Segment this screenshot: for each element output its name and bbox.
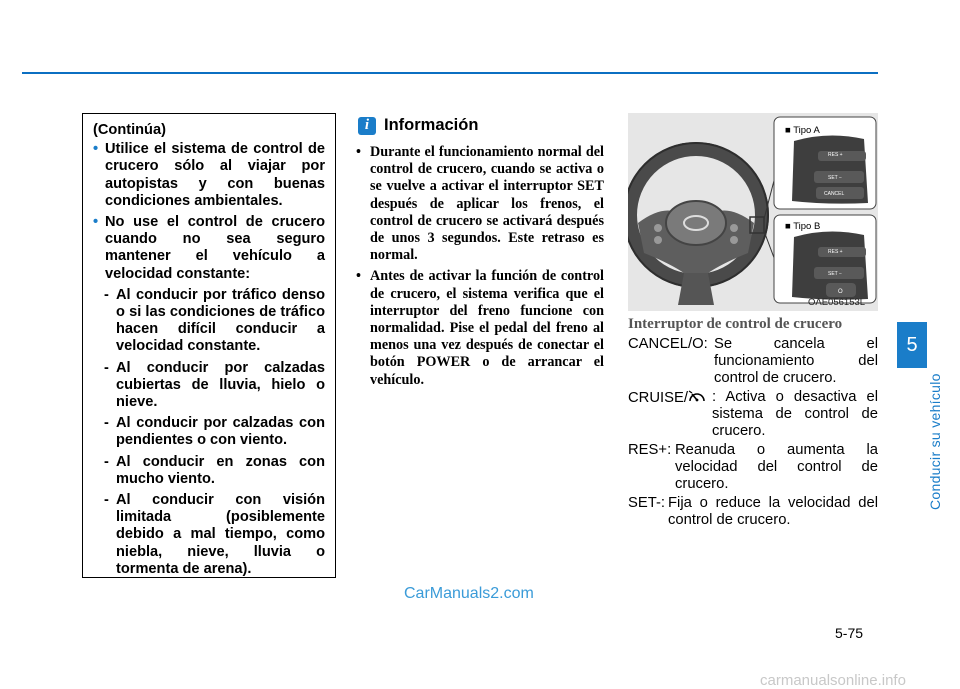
page-number: 5-75	[835, 625, 864, 641]
warning-bullet: • No use el control de crucero cuando no sea seguro mantener el vehículo a velocidad constante:	[93, 214, 325, 282]
set-button-label: SET −	[828, 175, 842, 181]
set-button-label-b: SET −	[828, 271, 842, 277]
chapter-number-tab: 5	[897, 322, 927, 368]
information-item: • Antes de activar la función de control de crucero, el sistema verifica que el interruptor del freno funcione con normalidad. Pise el pedal del freno al menos una vez después de conectar el botón POWER o de arrancar el vehículo.	[356, 268, 604, 388]
steering-wheel-illustration	[628, 113, 878, 311]
steering-wheel-drawing	[628, 113, 878, 311]
info-icon: i	[358, 117, 376, 135]
information-list	[356, 144, 604, 393]
res-button-label: RES +	[828, 152, 843, 158]
bullet-dot-icon: •	[93, 141, 99, 158]
bullet-dot-icon: •	[93, 214, 99, 231]
watermark-footer: carmanualsonline.info	[760, 672, 906, 689]
type-b-label: ■ Tipo B	[785, 221, 821, 232]
information-heading	[358, 116, 478, 135]
continued-label: (Continúa)	[93, 122, 166, 138]
steering-wheel-icon	[628, 143, 768, 305]
warning-subitem: - Al conducir con visión limitada (posiblemente debido a mal tiempo, como niebla, nieve, lluvia o tormenta de arena).	[104, 492, 325, 577]
type-a-label: ■ Tipo A	[785, 125, 820, 136]
o-button-label: O	[838, 289, 843, 295]
res-button-label-b: RES +	[828, 249, 843, 255]
definition-res: RES+: Reanuda o aumenta la velocidad del control de crucero.	[628, 442, 878, 492]
information-item: • Durante el funcionamiento normal del control de crucero, cuando se activa o se vuelve a activar el interruptor SET después de aplicar los frenos, el control de crucero se activará después de unos 3 segundos. Este retraso es normal.	[356, 144, 604, 264]
watermark-link[interactable]: CarManuals2.com	[404, 585, 534, 602]
cruise-speedometer-icon	[688, 389, 706, 405]
definition-set: SET-: Fija o reduce la velocidad del control de crucero.	[628, 495, 878, 528]
warning-subitem: - Al conducir por calzadas con pendientes o con viento.	[104, 415, 325, 449]
warning-subitem: - Al conducir por calzadas cubiertas de lluvia, hielo o nieve.	[104, 359, 325, 411]
header-rule	[22, 72, 878, 74]
warning-bullet: • Utilice el sistema de control de crucero sólo al viajar por autopistas y con buenas condiciones ambientales.	[93, 141, 325, 209]
warning-box	[82, 113, 336, 578]
chapter-title-vertical: Conducir su vehículo	[927, 373, 943, 510]
figure-code: OAE056153L	[808, 297, 866, 308]
warning-subitem: - Al conducir por tráfico denso o si las condiciones de tráfico hacen difícil conducir a velocidad constante.	[104, 286, 325, 355]
warning-subitem: - Al conducir en zonas con mucho viento.	[104, 453, 325, 487]
cancel-button-label: CANCEL	[824, 191, 845, 197]
definition-cruise: CRUISE/ : Activa o desactiva el sistema de control de crucero.	[628, 389, 878, 439]
information-title: Información	[384, 116, 479, 134]
figure-caption: Interruptor de control de crucero	[628, 316, 843, 332]
definition-cancel: CANCEL/O: Se cancela el funcionamiento del control de crucero.	[628, 336, 878, 386]
